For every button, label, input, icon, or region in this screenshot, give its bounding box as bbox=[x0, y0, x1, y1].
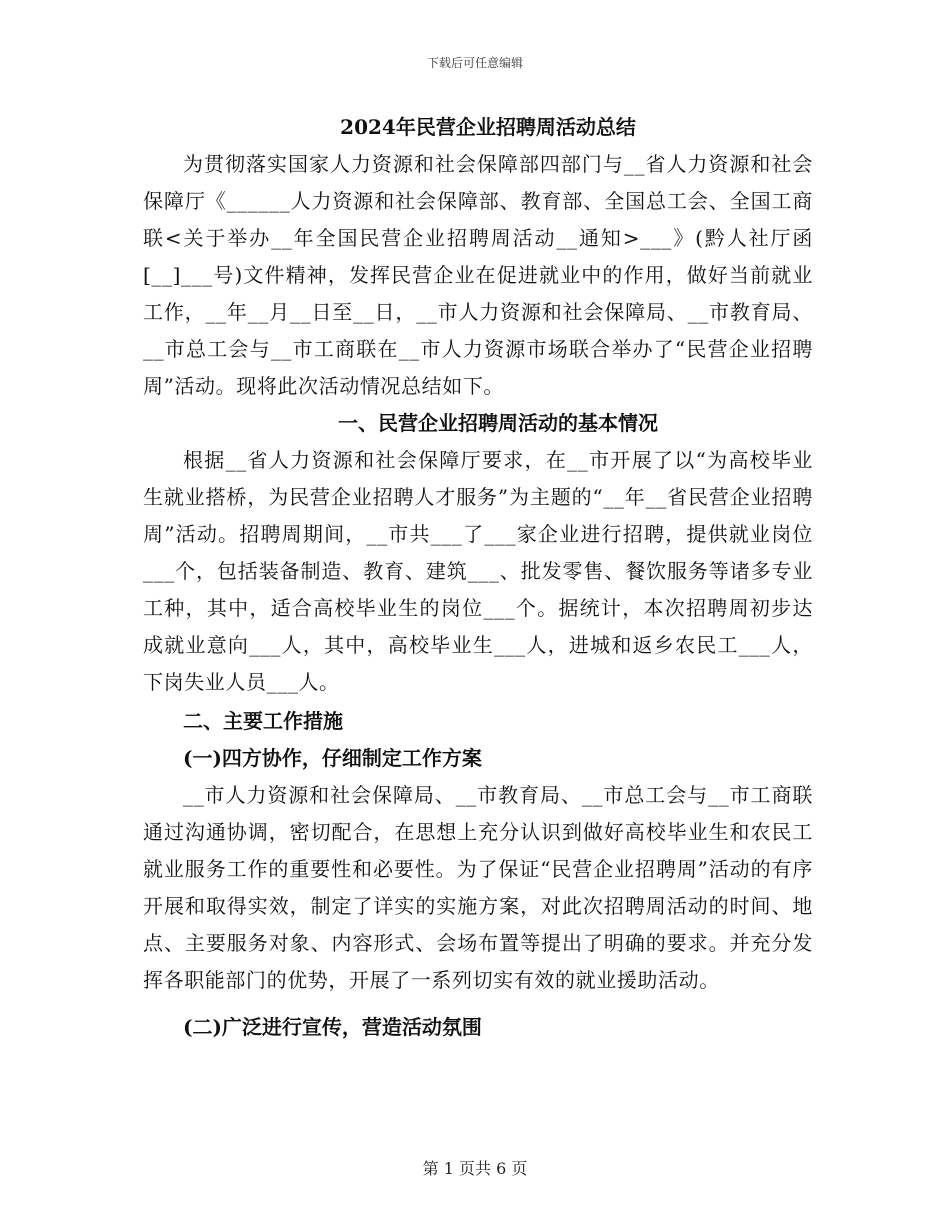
intro-paragraph: 为贯彻落实国家人力资源和社会保障部四部门与__省人力资源和社会保障厅《______人力资源和社会保障部、教育部、全国总工会、全国工商联<关于举办__年全国民营企业招聘周活动__通知>___》(黔人社厅函[__]___号)文件精神，发挥民营企业在促进就业中的作用，做好当前就业工作，__年__月__日至__日，__市人力资源和社会保障局、__市教育局、__市总工会与__市工商联在__市人力资源市场联合举办了“民营企业招聘周”活动。现将此次活动情况总结如下。 bbox=[143, 152, 813, 398]
subsection-1-heading: (一)四方协作，仔细制定工作方案 bbox=[183, 746, 482, 770]
section-1-paragraph: 根据__省人力资源和社会保障厅要求，在__市开展了以“为高校毕业生就业搭桥，为民营企业招聘人才服务”为主题的“__年__省民营企业招聘周”活动。招聘周期间，__市共___了___家企业进行招聘，提供就业岗位___个，包括装备制造、教育、建筑___、批发零售、餐饮服务等诸多专业工种，其中，适合高校毕业生的岗位___个。据统计，本次招聘周初步达成就业意向___人，其中，高校毕业生___人，进城和返乡农民工___人，下岗失业人员___人。 bbox=[143, 448, 813, 694]
subsection-2-heading: (二)广泛进行宣传，营造活动氛围 bbox=[183, 1015, 482, 1039]
header-note: 下载后可任意编辑 bbox=[426, 56, 523, 70]
section-2-heading: 二、主要工作措施 bbox=[183, 709, 343, 733]
page-footer: 第 1 页共 6 页 bbox=[422, 1159, 528, 1178]
document-title: 2024年民营企业招聘周活动总结 bbox=[340, 115, 636, 139]
document-body bbox=[143, 112, 813, 1046]
section-1-heading: 一、民营企业招聘周活动的基本情况 bbox=[338, 411, 658, 435]
subsection-1-paragraph: __市人力资源和社会保障局、__市教育局、__市总工会与__市工商联通过沟通协调，密切配合，在思想上充分认识到做好高校毕业生和农民工就业服务工作的重要性和必要性。为了保证“民营企业招聘周”活动的有序开展和取得实效，制定了详实的实施方案，对此次招聘周活动的时间、地点、主要服务对象、内容形式、会场布置等提出了明确的要求。并充分发挥各职能部门的优势，开展了一系列切实有效的就业援助活动。 bbox=[143, 783, 813, 992]
